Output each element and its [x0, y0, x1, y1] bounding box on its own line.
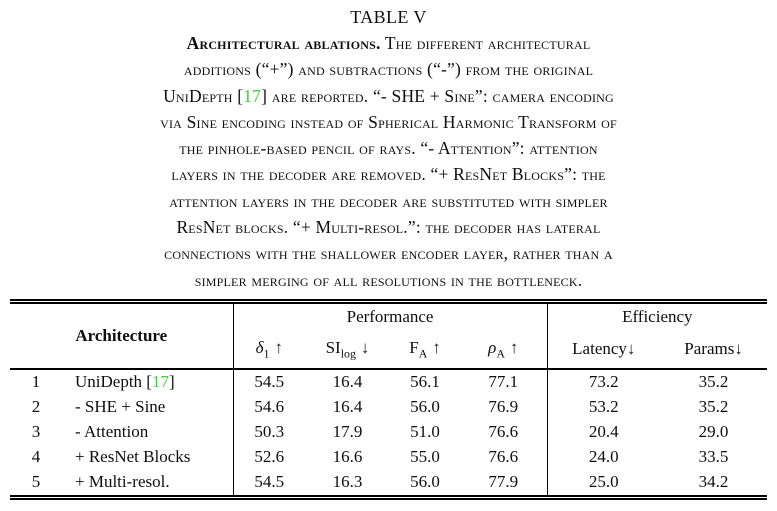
caption-line — [14, 56, 763, 82]
caption-text: ] are reported. “- SHE + Sine”: camera encoding — [261, 85, 614, 106]
table-row — [10, 445, 767, 470]
metric-value-cell: 35.2 — [698, 397, 729, 417]
architecture-name: - Attention — [75, 422, 149, 442]
metric-value-cell: 17.9 — [332, 422, 363, 442]
citation-ref-17[interactable]: 17 — [151, 372, 169, 392]
metric-silog-header — [305, 331, 390, 369]
table-row — [10, 369, 767, 395]
architecture-name: - SHE + Sine — [75, 397, 166, 417]
down-arrow-icon: ↓ — [360, 337, 370, 357]
row-number-cell: 4 — [31, 447, 41, 467]
metric-value-cell: 54.5 — [233, 470, 305, 495]
table-title: TABLE V — [350, 7, 427, 27]
caption-text: additions (“+”) and subtractions (“-”) from the original — [183, 59, 594, 80]
caption-line — [14, 83, 763, 109]
caption-line — [14, 30, 763, 56]
metric-delta1-header — [233, 331, 305, 369]
architecture-name-cell — [62, 470, 233, 495]
metric-value-cell: 16.4 — [332, 397, 363, 417]
caption-text: connections with the shallower encoder layer, rather than a — [164, 243, 613, 264]
caption-line — [14, 267, 763, 293]
metric-value-cell: 53.2 — [547, 395, 660, 420]
caption-text: via Sine encoding instead of Spherical Harmonic Transform of — [160, 111, 617, 132]
caption-line — [14, 188, 763, 214]
metric-base: δ — [255, 337, 264, 357]
metric-rhoa-header — [460, 331, 547, 369]
caption-text: attention layers in the decoder are substituted with simpler — [169, 190, 608, 211]
caption-line — [14, 240, 763, 266]
caption-text: simpler merging of all resolutions in the bottleneck. — [194, 269, 583, 290]
caption-text: The different architectural — [380, 33, 591, 53]
metric-value-cell: 52.6 — [233, 445, 305, 470]
metric-value-cell: 16.3 — [332, 472, 363, 492]
metric-params-header — [660, 331, 767, 369]
metric-value-cell: 20.4 — [547, 420, 660, 445]
metric-value-cell: 33.5 — [698, 447, 729, 467]
down-arrow-icon: ↓ — [626, 339, 636, 359]
metric-fa-header — [390, 331, 460, 369]
architecture-name: UniDepth [ — [75, 372, 152, 392]
architecture-name-cell — [62, 369, 233, 395]
metric-value-cell: 56.0 — [410, 397, 440, 417]
table-row — [10, 395, 767, 420]
row-number-cell: 2 — [31, 397, 41, 417]
metric-value-cell: 35.2 — [698, 372, 729, 392]
metric-value-cell: 50.3 — [233, 420, 305, 445]
metric-base: Params — [684, 339, 735, 359]
up-arrow-icon: ↑ — [432, 337, 441, 357]
metric-value-cell: 55.0 — [410, 447, 440, 467]
architecture-name: + Multi-resol. — [75, 472, 170, 492]
metric-sub: A — [418, 346, 428, 361]
metric-base: Latency — [572, 339, 627, 359]
caption-line — [14, 214, 763, 240]
table-row — [10, 470, 767, 495]
metric-value-cell: 16.6 — [332, 447, 363, 467]
caption-text: layers in the decoder are removed. “+ ResNet Blocks”: the — [171, 164, 606, 185]
metric-value-cell: 34.2 — [698, 472, 729, 492]
group-performance-header: Performance — [233, 304, 547, 331]
metric-value-cell: 25.0 — [547, 470, 660, 495]
metric-base: F — [409, 337, 419, 357]
architecture-name-cell — [62, 420, 233, 445]
metric-value-cell: 77.1 — [488, 372, 519, 392]
group-efficiency-header: Efficiency — [547, 304, 767, 331]
col-architecture-header: Architecture — [10, 304, 233, 369]
metric-sub: A — [496, 346, 505, 361]
architecture-name-cell — [62, 395, 233, 420]
metric-sub: log — [340, 346, 356, 361]
metric-base: ρ — [488, 337, 497, 357]
architecture-name-cell — [62, 445, 233, 470]
citation-ref-17[interactable]: 17 — [243, 85, 262, 106]
metric-base: SI — [325, 337, 341, 357]
results-table-wrap — [10, 299, 767, 500]
metric-value-cell: 56.1 — [410, 372, 440, 392]
metric-value-cell: 73.2 — [547, 369, 660, 395]
caption-text: the pinhole-based pencil of rays. “- Attention”: attention — [179, 138, 598, 159]
up-arrow-icon: ↑ — [274, 337, 283, 357]
metric-value-cell: 56.0 — [410, 472, 440, 492]
results-table — [10, 304, 767, 495]
metric-value-cell: 51.0 — [410, 422, 440, 442]
metric-value-cell: 29.0 — [698, 422, 729, 442]
metric-latency-header — [547, 331, 660, 369]
metric-value-cell: 76.6 — [488, 422, 519, 442]
row-number-cell: 5 — [31, 472, 41, 492]
table-caption — [0, 30, 777, 293]
row-number-cell: 1 — [31, 372, 41, 392]
metric-value-cell: 77.9 — [488, 472, 519, 492]
caption-text: ResNet blocks. “+ Multi-resol.”: the decoder has lateral — [176, 217, 601, 238]
caption-bold-lead: Architectural ablations. — [186, 33, 381, 53]
table-row — [10, 420, 767, 445]
caption-line — [14, 135, 763, 161]
metric-value-cell: 24.0 — [547, 445, 660, 470]
metric-sub: 1 — [263, 346, 270, 361]
caption-text: UniDepth [ — [163, 85, 244, 106]
caption-line — [14, 109, 763, 135]
up-arrow-icon: ↑ — [509, 337, 519, 357]
architecture-name: ] — [168, 372, 175, 392]
down-arrow-icon: ↓ — [734, 339, 743, 359]
caption-line — [14, 161, 763, 187]
metric-value-cell: 76.9 — [488, 397, 519, 417]
metric-value-cell: 54.6 — [233, 395, 305, 420]
row-number-cell: 3 — [31, 422, 41, 442]
metric-value-cell: 16.4 — [332, 372, 363, 392]
architecture-name: + ResNet Blocks — [75, 447, 191, 467]
metric-value-cell: 76.6 — [488, 447, 519, 467]
metric-value-cell: 54.5 — [233, 369, 305, 395]
